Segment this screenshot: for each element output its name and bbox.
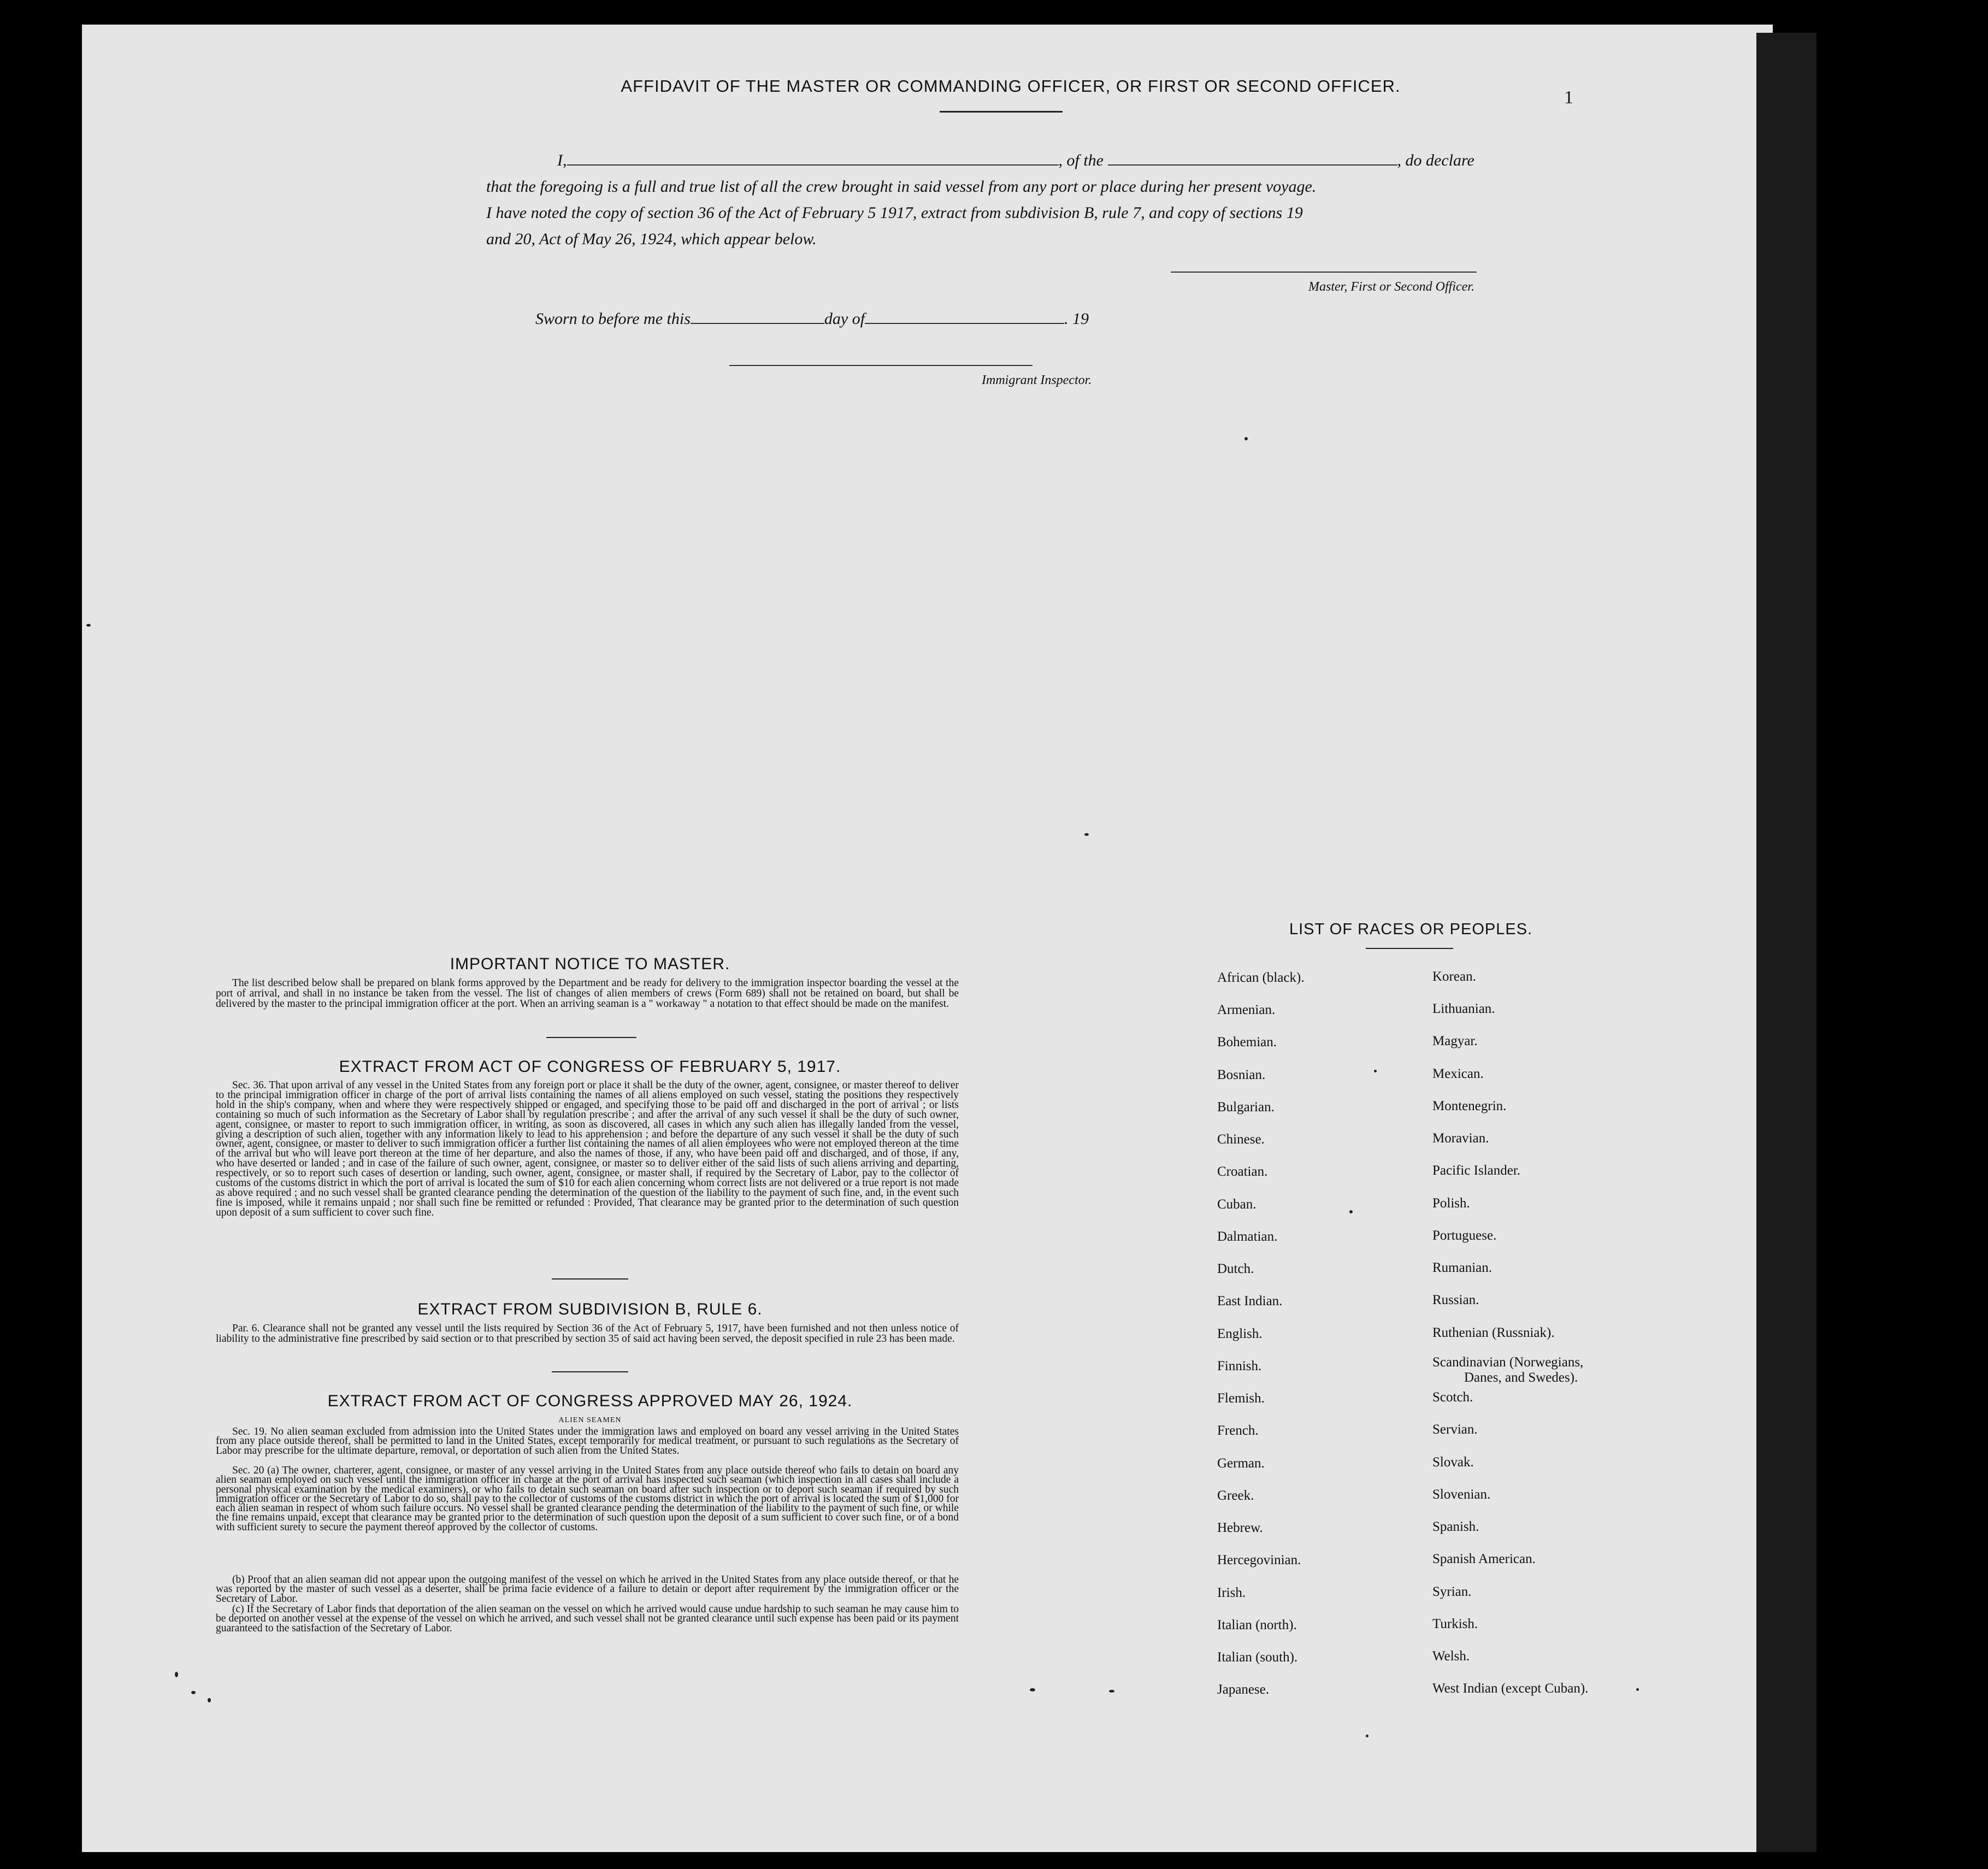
rule-6-divider bbox=[552, 1371, 628, 1372]
race-item: Mexican. bbox=[1432, 1066, 1484, 1081]
race-item: English. bbox=[1217, 1326, 1263, 1341]
title-underline bbox=[940, 111, 1063, 113]
affidavit-of-the: , of the bbox=[1058, 151, 1104, 169]
sworn-year: . 19 bbox=[1064, 310, 1089, 328]
race-item: Greek. bbox=[1217, 1488, 1254, 1503]
scan-speck bbox=[175, 1672, 178, 1677]
race-item: Magyar. bbox=[1432, 1034, 1478, 1048]
race-item: Lithuanian. bbox=[1432, 1001, 1495, 1016]
affidavit-declare: , do declare bbox=[1397, 151, 1474, 169]
race-item: Spanish American. bbox=[1432, 1552, 1536, 1566]
race-item: Hercegovinian. bbox=[1217, 1553, 1301, 1567]
sec-20a-text: Sec. 20 (a) The owner, charterer, agent, consignee, or master of any vessel arriving in the United States from any place outside thereof who fails to detain on board any alien seaman employed on such vessel until the immigration officer in charge at the port of arrival has inspected such seaman (which inspection in all cases shall include a personal physical examination by the medical examiners), or who fails to detain such seaman on board after such inspection or to deport such seaman if required by such immigration officer or the Secretary of Labor to do so, shall pay to the collector of customs of the customs district in which the port of arrival is located the sum of $1,000 for each alien seaman in respect of whom such failure occurs. No vessel shall be granted clearance pending the determination of the liability to the payment of such fine, or while the fine remains unpaid, except that clearance may be granted prior to the determination of such question upon the deposit of a sum sufficient to cover such fine, or of a bond with sufficient surety to secure the payment thereof approved by the collector of customs. bbox=[216, 1465, 959, 1533]
extract-1924-heading: EXTRACT FROM ACT OF CONGRESS APPROVED MAY 26, 1924. bbox=[327, 1392, 853, 1410]
affidavit-line-2: that the foregoing is a full and true list of all the crew brought in said vessel from any port or place during her present voyage. bbox=[486, 178, 1317, 196]
sworn-month-blank[interactable] bbox=[865, 309, 1064, 324]
race-item: Bulgarian. bbox=[1217, 1100, 1275, 1115]
scan-speck bbox=[191, 1691, 196, 1694]
name-blank[interactable] bbox=[567, 150, 1059, 166]
race-item: Ruthenian (Russniak). bbox=[1432, 1325, 1555, 1340]
race-item: African (black). bbox=[1217, 970, 1305, 985]
race-item: Rumanian. bbox=[1432, 1260, 1493, 1275]
race-item: Servian. bbox=[1432, 1422, 1478, 1437]
inspector-signature-label: Immigrant Inspector. bbox=[982, 373, 1092, 387]
alien-seamen-subheading: ALIEN SEAMEN bbox=[558, 1416, 622, 1424]
race-item: Spanish. bbox=[1432, 1519, 1479, 1534]
scan-speck bbox=[1349, 1210, 1353, 1213]
race-item: Italian (north). bbox=[1217, 1618, 1297, 1632]
race-item: Bohemian. bbox=[1217, 1035, 1277, 1050]
scan-speck bbox=[86, 624, 91, 627]
race-item: Finnish. bbox=[1217, 1359, 1262, 1373]
affidavit-i: I, bbox=[557, 151, 567, 169]
affidavit-body bbox=[486, 148, 1513, 252]
master-signature-line[interactable] bbox=[1171, 272, 1477, 273]
race-item: Italian (south). bbox=[1217, 1650, 1298, 1665]
race-item: Bosnian. bbox=[1217, 1068, 1266, 1082]
sec-19-text: Sec. 19. No alien seaman excluded from admission into the United States under the immigration laws and employed on board any vessel arriving in the United States from any place outside thereof, shall be permitted to land in the United States, except temporarily for medical treatment, or pursuant to such regulations as the Secretary of Labor may prescribe for the ultimate departure, removal, or deportation of such alien from the United States. bbox=[216, 1426, 959, 1457]
notice-heading: IMPORTANT NOTICE TO MASTER. bbox=[450, 955, 730, 973]
extract-1917-text: Sec. 36. That upon arrival of any vessel in the United States from any foreign port or place it shall be the duty of the owner, agent, consignee, or master thereof to deliver to the principal immigration officer in charge of the port of arrival lists containing the names of all aliens employed on such vessel, stating the positions they respectively hold in the ship's company, when and where they were respectively shipped or engaged, and specifying those to be paid off and discharged in the port of arrival ; or lists containing so much of such information as the Secretary of Labor shall by regulation prescribe ; and after the arrival of any such vessel it shall be the duty of such owner, agent, consignee, or master to report to such immigration officer, in writing, as soon as discovered, all cases in which any such alien has illegally landed from the vessel, giving a description of such alien, together with any information likely to lead to his apprehension ; and before the departure of any such vessel it shall be the duty of such owner, agent, consignee, or master to deliver to such immigration officer a further list containing the names of all alien employees who were not employed thereon at the time of the arrival but who will leave port thereon at the time of her departure, and also the names of those, if any, who have been paid off and discharged, and of those, if any, who have deserted or landed ; and in case of the failure of such owner, agent, consignee, or master so to deliver either of the said lists of such aliens arriving and departing, respectively, or so to report such cases of desertion or landing, such owner, agent, consignee, or master shall, if required by the Secretary of Labor, pay to the collector of customs of the customs district in which the port of arrival is located the sum of $10 for each alien concerning whom correct lists are not delivered or a true report is not made as above required ; and no such vessel shall be granted clearance pending the determination of the question of the liability to the payment of such fine, and, in the event such fine is imposed, while it remains unpaid ; nor shall such fine be remitted or refunded : Provided, That clearance may be granted prior to the determination of such question upon deposit of a sum sufficient to cover such fine. bbox=[216, 1080, 959, 1218]
race-item: Slovak. bbox=[1432, 1455, 1474, 1470]
sec-20b-text: (b) Proof that an alien seaman did not appear upon the outgoing manifest of the vessel on which he arrived in the United States from any place outside thereof, or that he was reported by the master of such vessel as a deserter, shall be prima facie evidence of a failure to detain or deport after requirement by the immigration officer or the Secretary of Labor. bbox=[216, 1574, 959, 1605]
page-number: 1 bbox=[1564, 87, 1573, 108]
race-item: Welsh. bbox=[1432, 1649, 1470, 1664]
race-item: French. bbox=[1217, 1423, 1259, 1438]
race-item: Moravian. bbox=[1432, 1131, 1489, 1146]
notice-text: The list described below shall be prepared on blank forms approved by the Department and be ready for delivery to the immigration inspector boarding the vessel at the port of arrival, and shall in no instance be taken from the vessel. The list of changes of alien members of crews (Form 689) shall not be retained on board, but shall be delivered by the master to the principal immigration officer at the port. When an arriving seaman is a " workaway " a notation to that effect should be made on the manifest. bbox=[216, 977, 959, 1010]
race-item: Chinese. bbox=[1217, 1132, 1265, 1147]
races-title: LIST OF RACES OR PEOPLES. bbox=[1289, 921, 1533, 938]
race-item: Portuguese. bbox=[1432, 1228, 1497, 1243]
races-title-underline bbox=[1366, 948, 1453, 949]
scan-speck bbox=[1366, 1735, 1368, 1737]
scan-speck bbox=[1030, 1688, 1035, 1691]
master-signature-label: Master, First or Second Officer. bbox=[1308, 280, 1474, 294]
affidavit-line-1 bbox=[486, 148, 1513, 174]
race-item: Cuban. bbox=[1217, 1197, 1256, 1212]
rule-6-heading: EXTRACT FROM SUBDIVISION B, RULE 6. bbox=[417, 1300, 763, 1318]
race-item: Pacific Islander. bbox=[1432, 1163, 1521, 1178]
scan-speck bbox=[1084, 833, 1089, 836]
scan-speck bbox=[1636, 1688, 1639, 1691]
race-item: Montenegrin. bbox=[1432, 1099, 1507, 1113]
affidavit-line-4: and 20, Act of May 26, 1924, which appear below. bbox=[486, 230, 817, 248]
sec-20c-text: (c) If the Secretary of Labor finds that deportation of the alien seaman on the vessel on which he arrived would cause undue hardship to such seaman he may cause him to be deported on another vessel at the expense of the vessel on which he arrived, and such vessel shall not be granted clearance until such expense has been paid or its payment guaranteed to the satisfaction of the Secretary of Labor. bbox=[216, 1603, 959, 1634]
sworn-day-of: day of bbox=[824, 310, 865, 328]
race-item: Turkish. bbox=[1432, 1617, 1478, 1631]
race-item-continued: Danes, and Swedes). bbox=[1464, 1370, 1578, 1385]
extract-1917-divider bbox=[552, 1278, 628, 1280]
race-item: Flemish. bbox=[1217, 1391, 1265, 1406]
race-item: Russian. bbox=[1432, 1293, 1479, 1307]
page-shadow-edge bbox=[1756, 33, 1816, 1852]
scan-speck bbox=[1244, 437, 1248, 440]
race-item: Syrian. bbox=[1432, 1584, 1472, 1599]
race-item: Hebrew. bbox=[1217, 1520, 1263, 1535]
affidavit-line-3: I have noted the copy of section 36 of the Act of February 5 1917, extract from subdivision B, rule 7, and copy of sections 19 bbox=[486, 204, 1303, 222]
sworn-statement bbox=[535, 309, 1089, 328]
sworn-start: Sworn to before me this bbox=[535, 310, 691, 328]
affidavit-title: AFFIDAVIT OF THE MASTER OR COMMANDING OFFICER, OR FIRST OR SECOND OFFICER. bbox=[621, 76, 1401, 96]
race-item: West Indian (except Cuban). bbox=[1432, 1681, 1589, 1696]
rule-6-text: Par. 6. Clearance shall not be granted any vessel until the lists required by Section 36 of the Act of February 5, 1917, have been furnished and not then unless notice of liability to the administrative fine prescribed by said section or to that prescribed by section 35 of said act having been served, the deposit specified in rule 23 has been made. bbox=[216, 1323, 959, 1345]
race-item: East Indian. bbox=[1217, 1294, 1283, 1308]
race-item: Scotch. bbox=[1432, 1390, 1473, 1405]
race-item: Slovenian. bbox=[1432, 1487, 1491, 1502]
sworn-day-blank[interactable] bbox=[691, 309, 824, 324]
race-item: Polish. bbox=[1432, 1196, 1470, 1211]
extract-1917-heading: EXTRACT FROM ACT OF CONGRESS OF FEBRUARY 5, 1917. bbox=[339, 1058, 841, 1076]
race-item: German. bbox=[1217, 1456, 1265, 1471]
race-item: Croatian. bbox=[1217, 1164, 1268, 1179]
race-item: Irish. bbox=[1217, 1585, 1246, 1600]
scan-speck bbox=[1374, 1070, 1377, 1072]
vessel-blank[interactable] bbox=[1108, 150, 1397, 166]
scan-speck bbox=[1109, 1690, 1114, 1693]
race-item: Armenian. bbox=[1217, 1003, 1276, 1017]
inspector-signature-line[interactable] bbox=[729, 365, 1033, 366]
race-item: Korean. bbox=[1432, 969, 1476, 984]
scan-speck bbox=[208, 1698, 211, 1702]
notice-divider bbox=[546, 1037, 636, 1038]
race-item: Scandinavian (Norwegians, bbox=[1432, 1355, 1584, 1370]
race-item: Dalmatian. bbox=[1217, 1229, 1278, 1244]
race-item: Dutch. bbox=[1217, 1261, 1254, 1276]
race-item: Japanese. bbox=[1217, 1682, 1270, 1697]
